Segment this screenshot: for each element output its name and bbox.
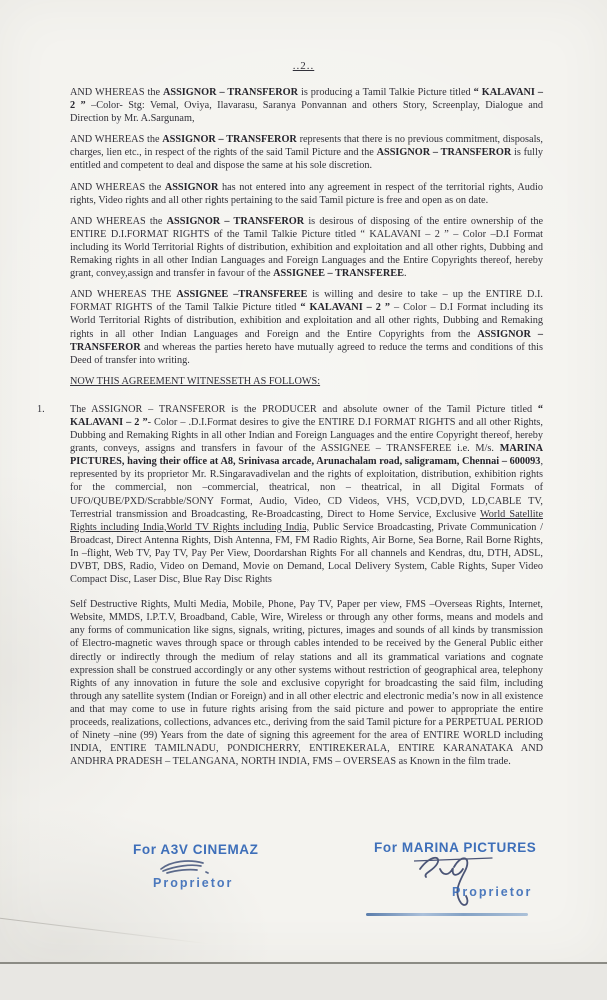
text-segment: – Color – D.I Format including its World Territorial Rights of distribution, exhibition and exploitation and all other rights, Dubbing and Remaking rights in all other Indian Languages and Foreign and the Entire Copyrights from the <box>70 302 543 340</box>
text-segment: MARINA PICTURES, having their office at A8, Srinivasa arcade, Arunachalam road, saligramam, Chennai – 600093 <box>70 443 543 468</box>
text-segment: , represented by its proprietor Mr. R.Singaravadivelan and the rights of exploitation, distribution, exhibition rights for the commercial, non –commercial, theatrical, non – theatrical, in all Digital Formats of UFO/QUBE/PXD/Scrabble/SONY Format, Audio, Video, CD Videos, VHS, VCD,DVD, LD,CABLE TV, Terrestrial transmission and Broadcasting, Re-Broadcasting, Direct to Home Service, Exclusive <box>70 456 543 520</box>
text-segment: . <box>403 268 407 280</box>
text-segment: “ KALAVANI – 2 ” <box>70 403 543 428</box>
text-segment: ASSIGNOR <box>164 181 219 193</box>
document-body <box>37 86 544 776</box>
text-segment: AND WHEREAS the <box>70 87 163 98</box>
text-segment: is willing and desire to take – up the ENTIRE D.I. FORMAT RIGHTS of the Tamil Talkie Picture titled <box>70 289 543 314</box>
signature-block-right <box>374 840 549 903</box>
paragraph <box>70 288 543 367</box>
text-segment: Public Service Broadcasting, Private Communication / Broadcast, Direct Antenna Rights, Dish Antenna, FM, FM Radio Rights, Air Borne, Sea Borne, Rail Borne Rights, In –flight, Web TV, Pay TV, Pay Per View, Doordarshan Rights For all channels and Kendras, dtu, DTH, ADSL, DVBT, DBS, Radio, Video on Demand, Movie on Demand, Local Delivery System, Cable Rights, Super Video Compact Disc, Laser Disc, Blue Ray Disc Rights <box>70 521 543 586</box>
text-segment: “ KALAVANI – 2 ” <box>70 87 543 112</box>
text-segment: ASSIGNOR – TRANSFEROR <box>70 328 543 353</box>
stamp-left-title: Proprietor <box>153 876 234 890</box>
stamp-right-title: Proprietor <box>452 885 533 899</box>
stamp-left-company: For A3V CINEMAZ <box>133 842 259 857</box>
stamp-underline-streak <box>366 913 528 916</box>
text-segment: ASSIGNOR – TRANSFEROR <box>162 87 299 98</box>
paragraph-number: 1. <box>37 403 45 415</box>
text-segment: World Satellite Rights including India,World TV Rights including India, <box>70 508 543 533</box>
text-segment: The ASSIGNOR – TRANSFEROR is the PRODUCER and absolute owner of the Tamil Picture titled <box>70 403 538 415</box>
signature-zone <box>374 855 549 903</box>
text-segment: ASSIGNOR – TRANSFEROR <box>162 134 297 146</box>
paragraph <box>70 181 543 207</box>
text-segment: is desirous of disposing of the entire ownership of the ENTIRE D.I.FORMAT RIGHTS of the Tamil Talkie Picture titled “ KALAVANI – 2 ” – Color –D.I Format including its World Territorial Rights of distribution, exhibition and exploitation and all other rights, Dubbing and Remaking rights in all other Indian Languages and Foreign Languages and the Entire Copyrights thereof, hereby grant, convey,assign and transfer in favour of the <box>70 215 543 280</box>
text-segment: - Color – .D.I.Format desires to give the ENTIRE D.I FORMAT RIGHTS and all other Rights, Dubbing and Remaking Rights in all other Indian and Foreign Languages and the entire Copyright thereof, hereby grants, conveys, assigns and transfers in favour of the ASSIGNEE – TRANSFEREE i.e. M/s. <box>70 416 543 455</box>
signature-scribble-right <box>414 847 506 909</box>
signature-block-left <box>133 842 293 890</box>
text-segment: AND WHEREAS THE <box>70 289 177 301</box>
page-number: ..2.. <box>292 60 315 72</box>
text-segment: and whereas the parties hereto have mutually agreed to reduce the terms and conditions of this Deed of transfer into writing. <box>70 341 543 366</box>
text-segment: AND WHEREAS the <box>70 215 167 227</box>
paragraph <box>70 598 543 768</box>
text-segment: is fully entitled and competent to deal and dispose the same at his sole discretion. <box>70 147 544 172</box>
text-segment: represents that there is no previous commitment, disposals, charges, lien etc., in respect of the rights of the said Tamil Picture and the <box>70 134 543 159</box>
paragraph <box>37 403 543 586</box>
text-segment: “ KALAVANI – 2 ” <box>300 302 391 314</box>
text-segment: ASSIGNOR – TRANSFEROR <box>166 215 305 227</box>
text-segment: AND WHEREAS the <box>70 134 163 146</box>
stamp-right-company: For MARINA PICTURES <box>374 840 537 855</box>
text-segment: ASSIGNEE – TRANSFEREE <box>273 268 404 280</box>
text-segment: Self Destructive Rights, Multi Media, Mobile, Phone, Pay TV, Paper per view, FMS –Overseas Rights, Internet, Website, MMDS, I.P.T.V, Broadband, Cable, Wire, Wireless or through any other forms, means and models and any forms of communication like signs, signals, writing, pictures, images and sounds of all kinds by transmission of Electro-magnetic waves through space or through cables intended to be received by the General Public either directly or indirectly through the medium of relay stations and all its grammatical variations and cognate expression shall be construed accordingly or any other systems without restriction of geographical area, telephony Rights of any innovation in future the sole and exclusive copyright for broadcasting the said film, including through any satellite system (Indian or Foreign) and in all other electric and electronic media’s now in all existence and that may come to use in future rights arising from the said picture and power to appropriate the entire proceeds, realizations, collections, advances etc., deriving from the said Tamil picture for a PERPETUAL PERIOD of Ninety –nine (99) Years from the date of signing this agreement for the area of ENTIRE WORLD including INDIA, ENTIRE TAMILNADU, PONDICHERRY, ENTIREKERALA, ENTIRE KARANATAKA AND ANDHRA PRADESH – TELANGANA, NORTH INDIA, FMS – OVERSEAS as Known in the film trade. <box>70 599 543 768</box>
paragraph <box>70 133 543 172</box>
text-segment: AND WHEREAS the <box>70 181 165 193</box>
signature-scribble-left <box>157 858 211 876</box>
agreement-heading <box>70 375 543 388</box>
paragraph <box>70 215 543 280</box>
text-segment: ASSIGNOR – TRANSFEROR <box>376 147 512 159</box>
text-segment: ASSIGNEE –TRANSFEREE <box>176 289 308 301</box>
text-segment: –Color- Stg: Vemal, Oviya, Ilavarasu, Saranya Ponvannan and others Story, Screenplay, Dialogue and Direction by Mr. A.Sargunam, <box>70 100 544 125</box>
text-segment: is producing a Tamil Talkie Picture titled <box>298 87 474 98</box>
paragraph <box>70 86 543 125</box>
text-segment: has not entered into any agreement in respect of the territorial rights, Audio rights, Video rights and all other rights pertaining to the said Tamil picture is free and open as on date. <box>70 181 543 206</box>
text-segment: NOW THIS AGREEMENT WITNESSETH AS FOLLOWS: <box>70 375 321 387</box>
